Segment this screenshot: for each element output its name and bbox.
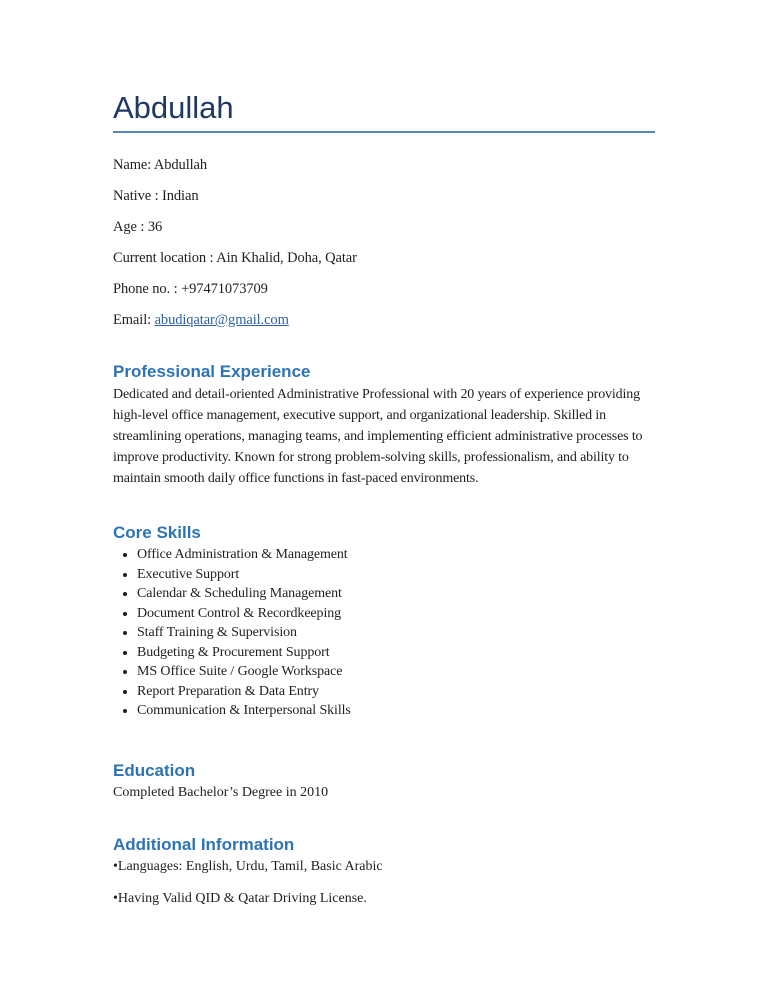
section-heading-professional-experience: Professional Experience <box>113 362 311 381</box>
core-skill-item: • Office Administration & Management <box>137 545 655 565</box>
page-title: Abdullah <box>113 90 655 133</box>
email-label: Email: <box>113 312 152 328</box>
additional-info-line-languages: •Languages: English, Urdu, Tamil, Basic Arabic <box>113 858 383 874</box>
education-text: Completed Bachelor’s Degree in 2010 <box>113 784 329 800</box>
core-skills-list <box>113 545 655 721</box>
section-heading-education: Education <box>113 760 196 780</box>
core-skill-item: • Staff Training & Supervision <box>137 623 655 643</box>
contact-line-email <box>113 310 655 331</box>
core-skill-item: • Document Control & Recordkeeping <box>137 604 655 624</box>
contact-line-native: Native : Indian <box>113 188 199 204</box>
core-skill-item: • Executive Support <box>137 565 655 585</box>
contact-line-location: Current location : Ain Khalid, Doha, Qatar <box>113 250 357 266</box>
contact-section <box>113 155 655 331</box>
core-skill-item: • Communication & Interpersonal Skills <box>137 701 655 721</box>
contact-line-phone: Phone no. : +97471073709 <box>113 281 268 297</box>
section-heading-additional-information: Additional Information <box>113 834 295 854</box>
professional-experience-text: Dedicated and detail-oriented Administrative Professional with 20 years of experience providing high-level office management, executive support, and organizational leadership. Skilled in streamlining operations, managing teams, and implementing efficient administrative processes to improve productivity. Known for strong problem-solving skills, professionalism, and ability to maintain smooth daily office functions in fast-paced environments. <box>113 387 643 486</box>
contact-line-age: Age : 36 <box>113 219 163 235</box>
core-skill-item: • Budgeting & Procurement Support <box>137 643 655 663</box>
contact-line-name: Name: Abdullah <box>113 157 208 173</box>
core-skill-item: • Calendar & Scheduling Management <box>137 584 655 604</box>
additional-info-line-license: •Having Valid QID & Qatar Driving License. <box>113 890 367 906</box>
core-skill-item: • MS Office Suite / Google Workspace <box>137 662 655 682</box>
section-heading-core-skills: Core Skills <box>113 523 201 542</box>
core-skill-item: • Report Preparation & Data Entry <box>137 682 655 702</box>
email-link[interactable]: abudiqatar@gmail.com <box>154 312 289 328</box>
